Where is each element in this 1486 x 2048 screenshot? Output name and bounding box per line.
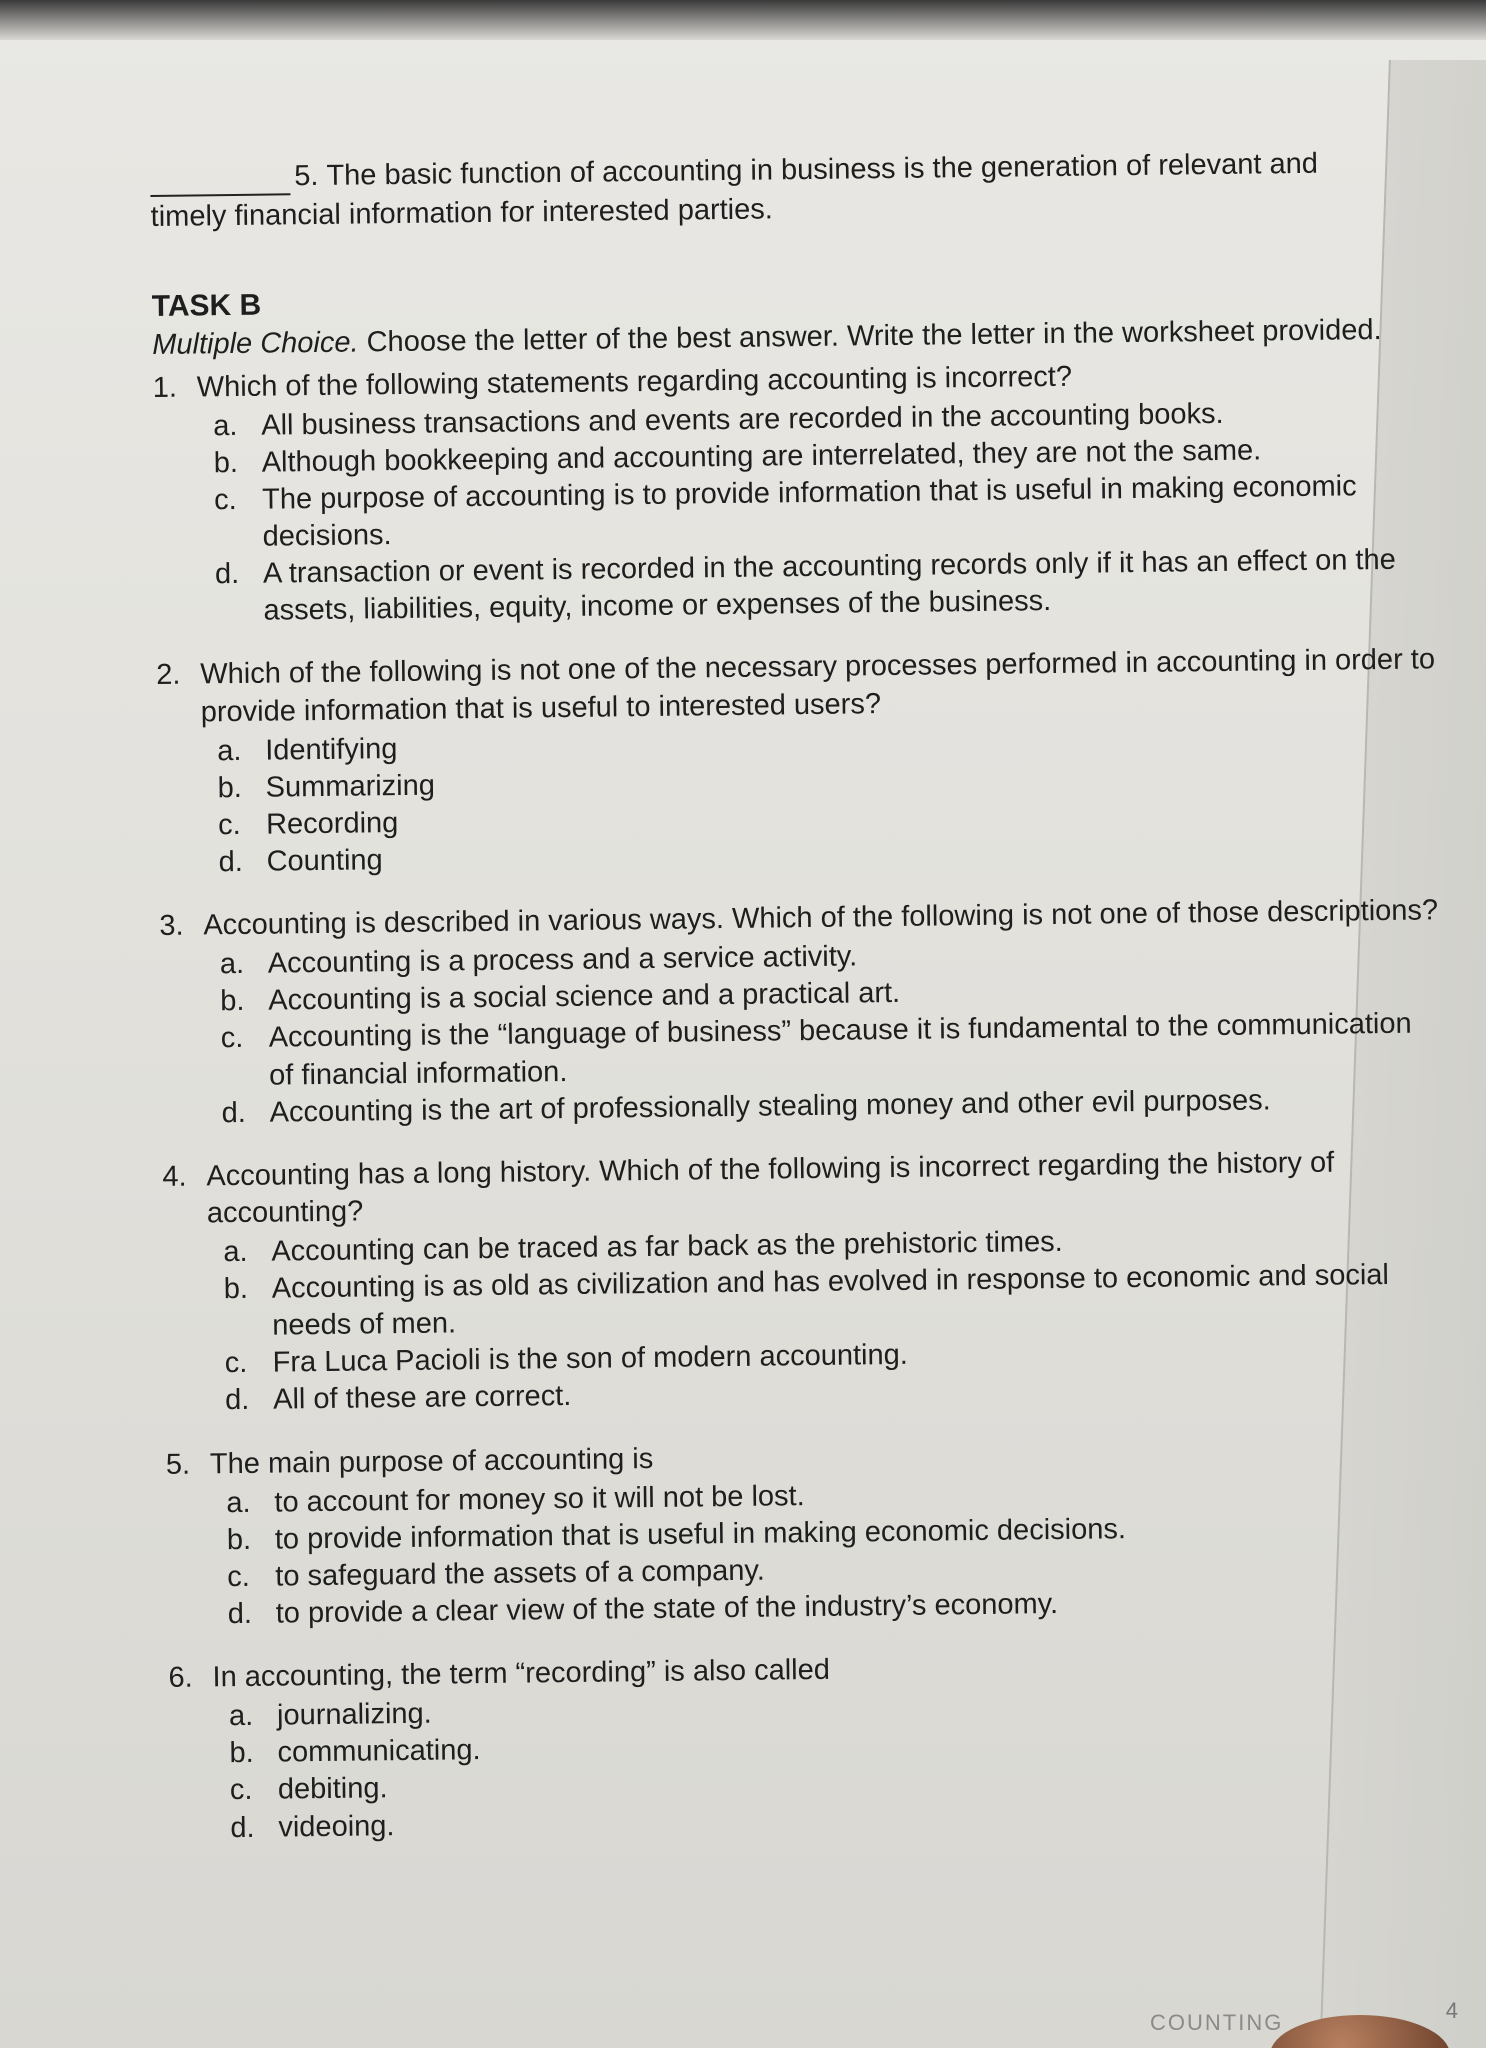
instruction-label: Multiple Choice. (152, 326, 359, 361)
question-text: Accounting is described in various ways. Which of the following is not one of those descriptions? (203, 894, 1439, 942)
question-number: 1. (152, 371, 178, 404)
choice-letter: a. (228, 1700, 254, 1733)
choice-text: All of these are correct. (272, 1380, 572, 1417)
footer-text: COUNTING (1150, 2010, 1284, 2035)
question-number: 4. (162, 1160, 187, 1193)
previous-item-number: 5. (294, 159, 319, 193)
question-6 (168, 1644, 1450, 1847)
choice-letter: a. (223, 1235, 248, 1269)
choice-letter: d. (221, 1096, 247, 1129)
choice-letter: b. (217, 771, 243, 805)
choice-text: communicating. (277, 1734, 481, 1769)
choice-letter: a. (217, 734, 242, 767)
choice-text: Accounting is the art of professionally stealing money and other evil purposes. (269, 1084, 1271, 1129)
choice-text: The purpose of accounting is to provide information that is useful in making economic decisions. (261, 470, 1357, 553)
question-number: 3. (159, 909, 184, 943)
question-text: Which of the following is not one of the necessary processes performed in accounting in order to provide information that is useful to interested users? (200, 643, 1436, 729)
page-number: 4 (1445, 1998, 1458, 2023)
question-number: 2. (156, 659, 181, 692)
choice-letter: a. (213, 409, 238, 443)
question-3 (159, 892, 1442, 1132)
choice-letter: c. (213, 484, 237, 517)
answer-blank (150, 167, 290, 197)
question-number: 6. (168, 1661, 193, 1694)
choice-text: A transaction or event is recorded in the accounting records only if it has an effect on the assets, liabilities, equity, income or expenses of the business. (262, 544, 1396, 628)
question-list (153, 354, 1451, 1847)
choice-text: All business transactions and events are recorded in the accounting books. (261, 397, 1224, 442)
choice-text: Fra Luca Pacioli is the son of modern accounting. (272, 1339, 908, 1379)
question-2 (156, 642, 1439, 882)
choice-letter: c. (224, 1347, 248, 1380)
choice-list (213, 393, 1436, 631)
choice-letter: a. (226, 1486, 251, 1519)
choice-letter: c. (227, 1560, 251, 1594)
choice-letter: a. (219, 948, 245, 981)
choice-text: Counting (266, 844, 383, 878)
task-title: TASK B (151, 288, 262, 324)
choice-letter: b. (223, 1273, 249, 1306)
choice-text: Accounting is the “language of business” because it is fundamental to the communication of financial information. (268, 1008, 1412, 1092)
choice-text: Accounting is a social science and a practical art. (268, 977, 901, 1017)
choice-text: debiting. (277, 1772, 388, 1806)
choice-text: Accounting is a process and a service activity. (267, 940, 858, 980)
choice-text: Identifying (265, 732, 398, 767)
question-number: 5. (165, 1448, 191, 1481)
choice-list (223, 1219, 1445, 1419)
worksheet-content (150, 144, 1451, 1847)
question-text: In accounting, the term “recording” is also called (212, 1653, 831, 1694)
choice-text: Accounting can be traced as far back as the prehistoric times. (271, 1225, 1063, 1268)
choice-text: Recording (265, 806, 399, 841)
choice-letter: c. (220, 1022, 244, 1055)
choice-text: journalizing. (276, 1697, 432, 1732)
instruction-text: Choose the letter of the best answer. Write the letter in the worksheet provided. (366, 313, 1382, 358)
choice-list (217, 718, 1439, 881)
choice-text: to account for money so it will not be lost. (274, 1479, 805, 1519)
choice-list (226, 1470, 1448, 1633)
question-text: Accounting has a long history. Which of the following is incorrect regarding the history of accounting? (206, 1146, 1335, 1230)
choice-letter: b. (226, 1523, 252, 1556)
choice-letter: d. (218, 845, 243, 879)
previous-item-text: The basic function of accounting in business is the generation of relevant and (326, 147, 1319, 192)
choice-text: Summarizing (265, 769, 436, 804)
previous-item (150, 144, 1431, 236)
choice-list (229, 1683, 1451, 1846)
question-text: The main purpose of accounting is (209, 1442, 654, 1480)
choice-text: Accounting is as old as civilization and has evolved in response to economic and social needs of men. (271, 1259, 1390, 1342)
choice-letter: d. (227, 1597, 253, 1631)
question-text: Which of the following statements regarding accounting is incorrect? (196, 360, 1073, 404)
choice-item (215, 542, 1436, 631)
choice-text: to provide information that is useful in making economic decisions. (274, 1512, 1127, 1556)
choice-letter: b. (213, 446, 239, 480)
question-5 (166, 1431, 1448, 1634)
choice-text: Although bookkeeping and accounting are interrelated, they are not the same. (261, 434, 1262, 479)
choice-letter: c. (217, 808, 241, 842)
choice-letter: d. (214, 558, 240, 591)
choice-letter: d. (224, 1384, 250, 1417)
choice-text: videoing. (278, 1809, 395, 1844)
question-1 (153, 354, 1436, 631)
choice-letter: c. (229, 1774, 253, 1807)
choice-list (220, 932, 1442, 1132)
choice-letter: b. (220, 985, 245, 1018)
choice-letter: d. (230, 1811, 255, 1844)
choice-text: to provide a clear view of the state of the industry’s economy. (275, 1588, 1059, 1630)
choice-text: to safeguard the assets of a company. (275, 1554, 766, 1593)
page-top-shadow (0, 0, 1486, 40)
choice-letter: b. (229, 1737, 254, 1770)
previous-item-continuation: timely financial information for interested parties. (150, 193, 774, 234)
question-4 (162, 1143, 1445, 1420)
